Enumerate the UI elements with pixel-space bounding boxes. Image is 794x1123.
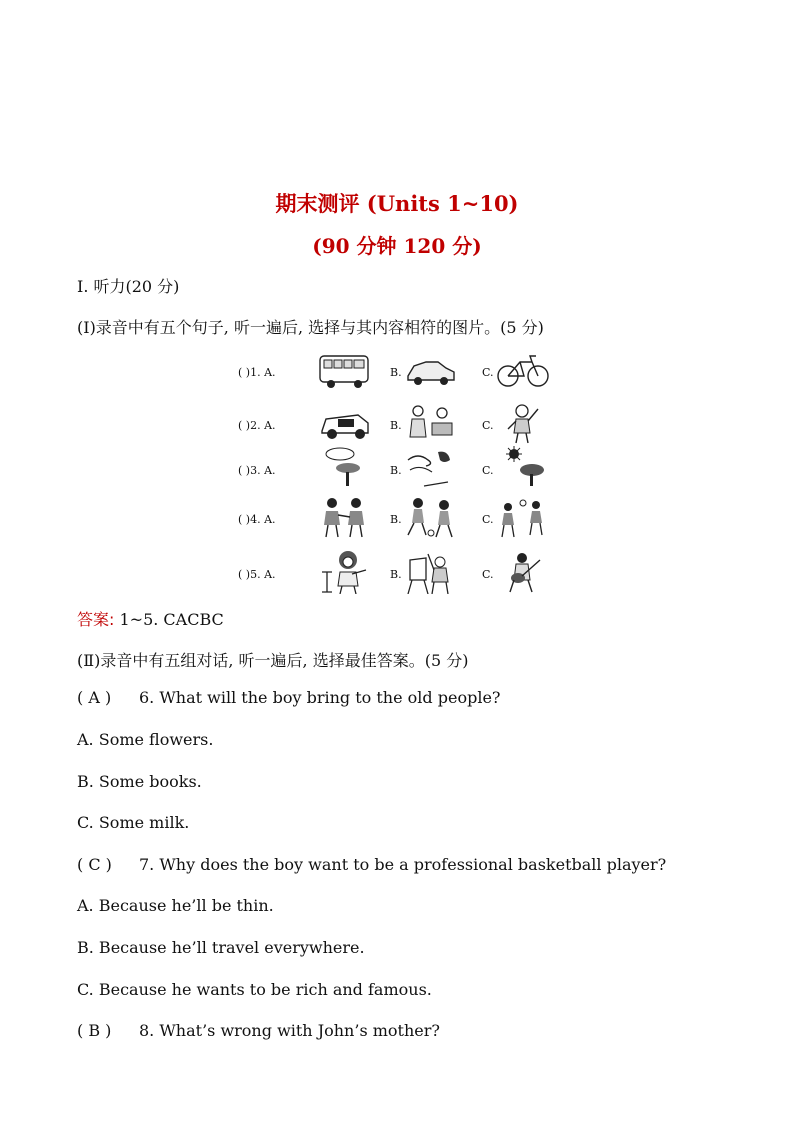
option-b-label: B. xyxy=(390,419,402,432)
answer-paren: ( A ) xyxy=(77,688,112,707)
question-text: 7. Why does the boy want to be a professional basketball player? xyxy=(139,855,667,874)
picture-question-1 xyxy=(238,348,558,396)
page-subtitle: (90 分钟 120 分) xyxy=(312,234,482,258)
picture-question-3 xyxy=(238,446,558,494)
boy-guitar-icon xyxy=(496,550,550,594)
question-number: ( )5. A. xyxy=(238,568,276,581)
question-number: ( )4. A. xyxy=(238,513,276,526)
option-b-label: B. xyxy=(390,366,402,379)
question-6 xyxy=(77,688,500,707)
part2-instruction: (Ⅱ)录音中有五组对话, 听一遍后, 选择最佳答案。(5 分) xyxy=(77,651,469,670)
bus-icon xyxy=(318,348,372,392)
cloud-tree-icon xyxy=(318,446,372,490)
answer-paren: ( B ) xyxy=(77,1021,112,1040)
question-number: ( )1. A. xyxy=(238,366,276,379)
question-number: ( )2. A. xyxy=(238,419,276,432)
option-c-label: C. xyxy=(482,464,494,477)
option-c-label: C. xyxy=(482,568,494,581)
answer-text: 1~5. CACBC xyxy=(114,610,224,629)
option-b-label: B. xyxy=(390,464,402,477)
question-8 xyxy=(77,1021,440,1040)
part1-instruction: (Ⅰ)录音中有五个句子, 听一遍后, 选择与其内容相符的图片。(5 分) xyxy=(77,318,544,337)
kids-soccer-icon xyxy=(404,495,458,539)
question-text: 8. What’s wrong with John’s mother? xyxy=(139,1021,440,1040)
question-text: 6. What will the boy bring to the old people? xyxy=(139,688,501,707)
option-b-label: B. xyxy=(390,513,402,526)
car-icon xyxy=(404,348,458,392)
option-b: B. Some books. xyxy=(77,772,202,791)
boy-waving-icon xyxy=(496,401,550,445)
answer-line xyxy=(77,607,224,630)
question-7 xyxy=(77,855,666,874)
option-c-label: C. xyxy=(482,366,494,379)
option-c-label: C. xyxy=(482,513,494,526)
page-title: 期末测评 (Units 1~10) xyxy=(275,191,519,216)
option-c-label: C. xyxy=(482,419,494,432)
option-a: A. Some flowers. xyxy=(77,730,214,749)
kids-playing-icon xyxy=(318,495,372,539)
option-c: C. Some milk. xyxy=(77,813,190,832)
kids-ball-icon xyxy=(496,495,550,539)
answer-label: 答案: xyxy=(77,610,115,629)
windy-tree-icon xyxy=(404,446,458,490)
answer-paren: ( C ) xyxy=(77,855,112,874)
doctor-patient-icon xyxy=(404,401,458,445)
section-heading: Ⅰ. 听力(20 分) xyxy=(77,277,180,296)
girl-violin-icon xyxy=(318,550,372,594)
boy-painting-icon xyxy=(404,550,458,594)
picture-question-5 xyxy=(238,550,558,598)
bicycle-icon xyxy=(496,348,550,392)
picture-question-4 xyxy=(238,495,558,543)
police-car-icon xyxy=(318,401,372,445)
question-number: ( )3. A. xyxy=(238,464,276,477)
option-b: B. Because he’ll travel everywhere. xyxy=(77,938,365,957)
option-c: C. Because he wants to be rich and famous. xyxy=(77,980,432,999)
sun-tree-icon xyxy=(496,446,550,490)
option-b-label: B. xyxy=(390,568,402,581)
picture-question-2 xyxy=(238,401,558,449)
option-a: A. Because he’ll be thin. xyxy=(77,896,274,915)
